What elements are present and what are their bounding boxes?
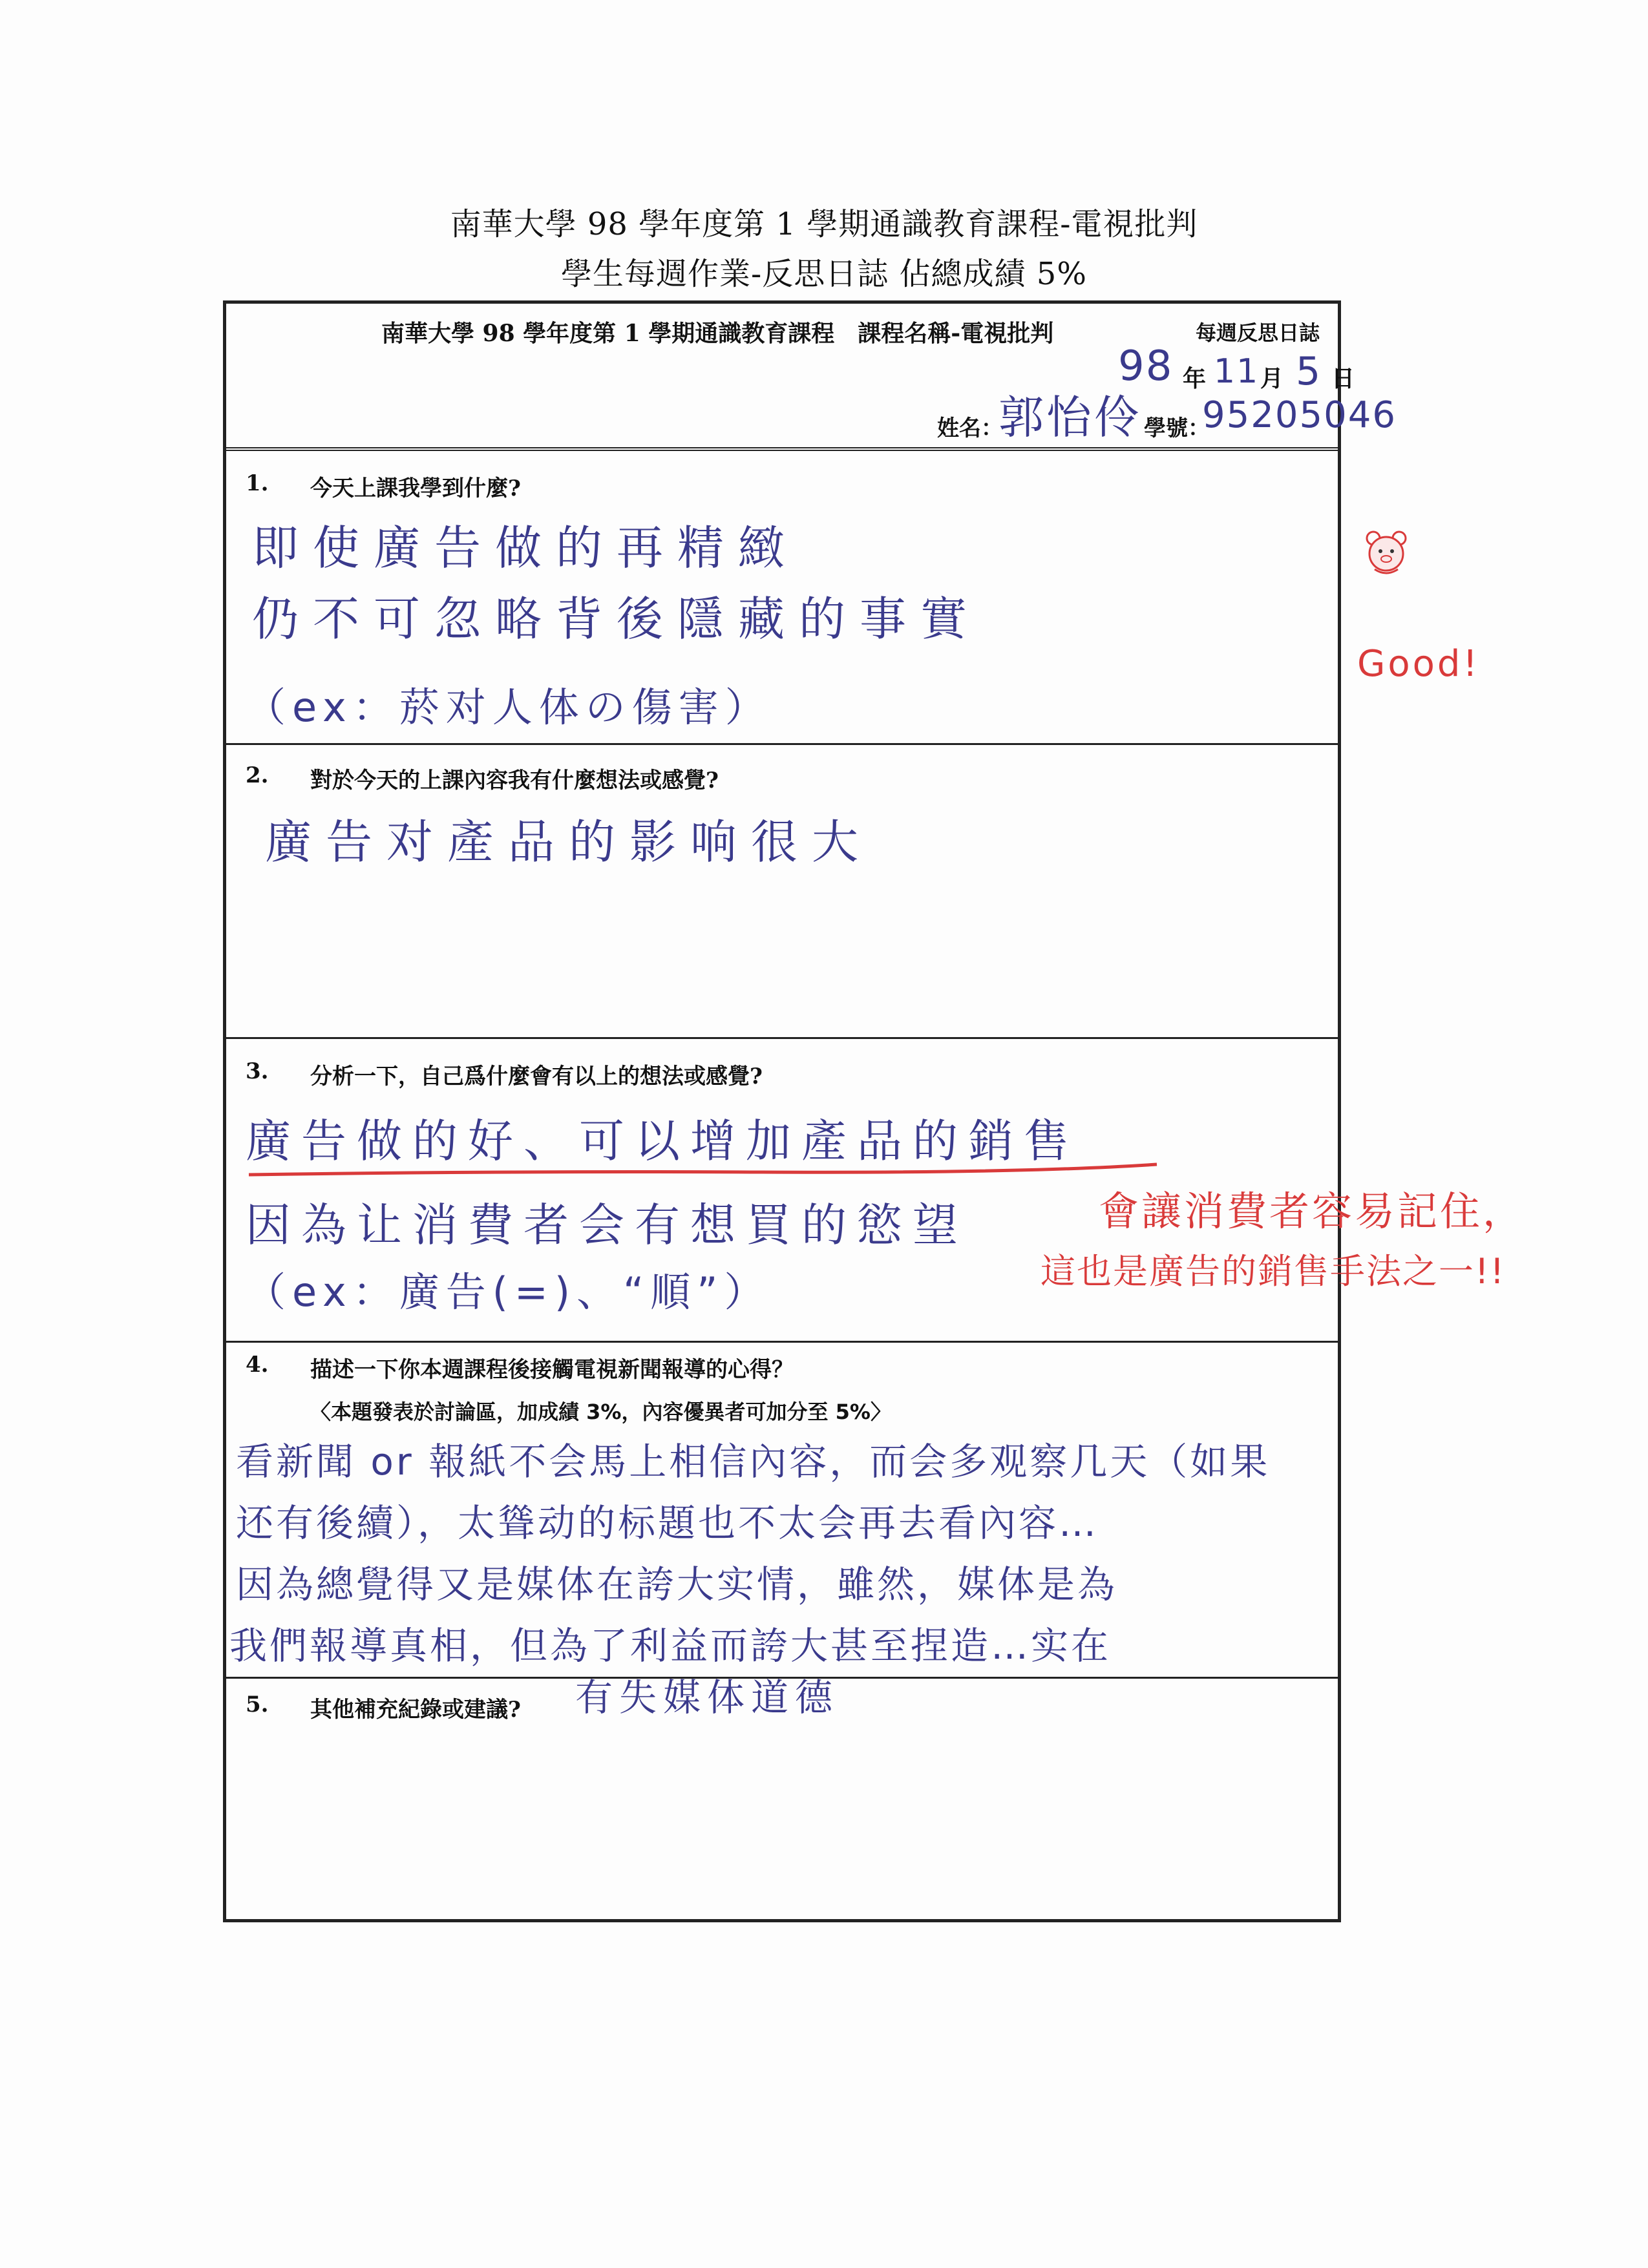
q3-number: 3. (246, 1058, 269, 1084)
course-line: 南華大學 98 學年度第 1 學期通識教育課程 課程名稱-電視批判 (381, 320, 1054, 347)
q1-answer-line: 即使廣告做的再精緻 (252, 521, 799, 575)
q3-divider (226, 1341, 1338, 1343)
date-day: 5 (1296, 349, 1322, 394)
q5-text: 其他補充紀錄或建議? (310, 1697, 521, 1723)
journal-label: 每週反思日誌 (1196, 320, 1320, 345)
name-value: 郭怡伶 (998, 391, 1142, 444)
q2-text: 對於今天的上課內容我有什麼想法或感覺? (310, 768, 719, 793)
q3-answer-line: （ex：廣告(=)、“順”） (246, 1268, 771, 1316)
q4-note: 〈本題發表於討論區，加成績 3%，內容優異者可加分至 5%〉 (310, 1400, 891, 1424)
header-divider (226, 447, 1338, 451)
teacher-comment-q3: 會讓消費者容易記住， (1099, 1188, 1526, 1235)
date-month: 11 (1214, 352, 1260, 391)
q4-divider (226, 1677, 1338, 1679)
journal-form (223, 300, 1397, 1922)
q1-answer-line: （ex：菸对人体の傷害） (246, 684, 772, 731)
q5-number: 5. (246, 1692, 269, 1717)
q2-number: 2. (246, 762, 269, 788)
q1-divider (226, 743, 1338, 745)
q1-text: 今天上課我學到什麼? (310, 476, 521, 501)
q3-answer-line: 廣告做的好、可以增加產品的銷售 (246, 1115, 1079, 1168)
q4-answer-line: 我們報導真相，但為了利益而誇大甚至捏造…实在 (229, 1624, 1112, 1668)
q2-divider (226, 1037, 1338, 1039)
q1-number: 1. (246, 470, 269, 496)
id-value: 95205046 (1202, 394, 1397, 436)
page-title-line1: 南華大學 98 學年度第 1 學期通識教育課程-電視批判 (450, 206, 1198, 242)
bear-sticker-icon (1360, 527, 1412, 578)
teacher-comment-q3: 這也是廣告的銷售手法之一!! (1041, 1251, 1506, 1292)
teacher-comment-good: Good! (1357, 643, 1480, 685)
q4-text: 描述一下你本週課程後接觸電視新聞報導的心得？ (310, 1357, 794, 1383)
date-year-unit: 年 (1183, 365, 1207, 392)
id-label: 學號： (1144, 415, 1210, 441)
date-month-unit: 月 (1260, 365, 1284, 392)
q1-answer-line: 仍不可忽略背後隱藏的事實 (252, 592, 982, 646)
name-label: 姓名： (937, 415, 1003, 441)
date-year: 98 (1118, 342, 1174, 390)
q4-answer-line: 因為總覺得又是媒体在誇大实情，雖然，媒体是為 (236, 1562, 1118, 1606)
q2-answer-line: 廣告对產品的影响很大 (265, 815, 873, 869)
q3-red-underline (246, 1157, 1163, 1182)
page-title-line2: 學生每週作業-反思日誌 佔總成績 5% (561, 256, 1087, 292)
date-day-unit: 日 (1331, 365, 1355, 392)
q3-answer-line: 因為让消費者会有想買的慾望 (246, 1199, 968, 1252)
q3-text: 分析一下，自己爲什麼會有以上的想法或感覺? (310, 1064, 763, 1089)
q4-number: 4. (246, 1352, 269, 1378)
q4-answer-line: 有失媒体道德 (575, 1675, 840, 1719)
q4-answer-line: 看新聞 or 報紙不会馬上相信內容，而会多观察几天（如果 (236, 1440, 1271, 1484)
q4-answer-line: 还有後續），太聳动的标題也不太会再去看內容… (236, 1501, 1099, 1545)
